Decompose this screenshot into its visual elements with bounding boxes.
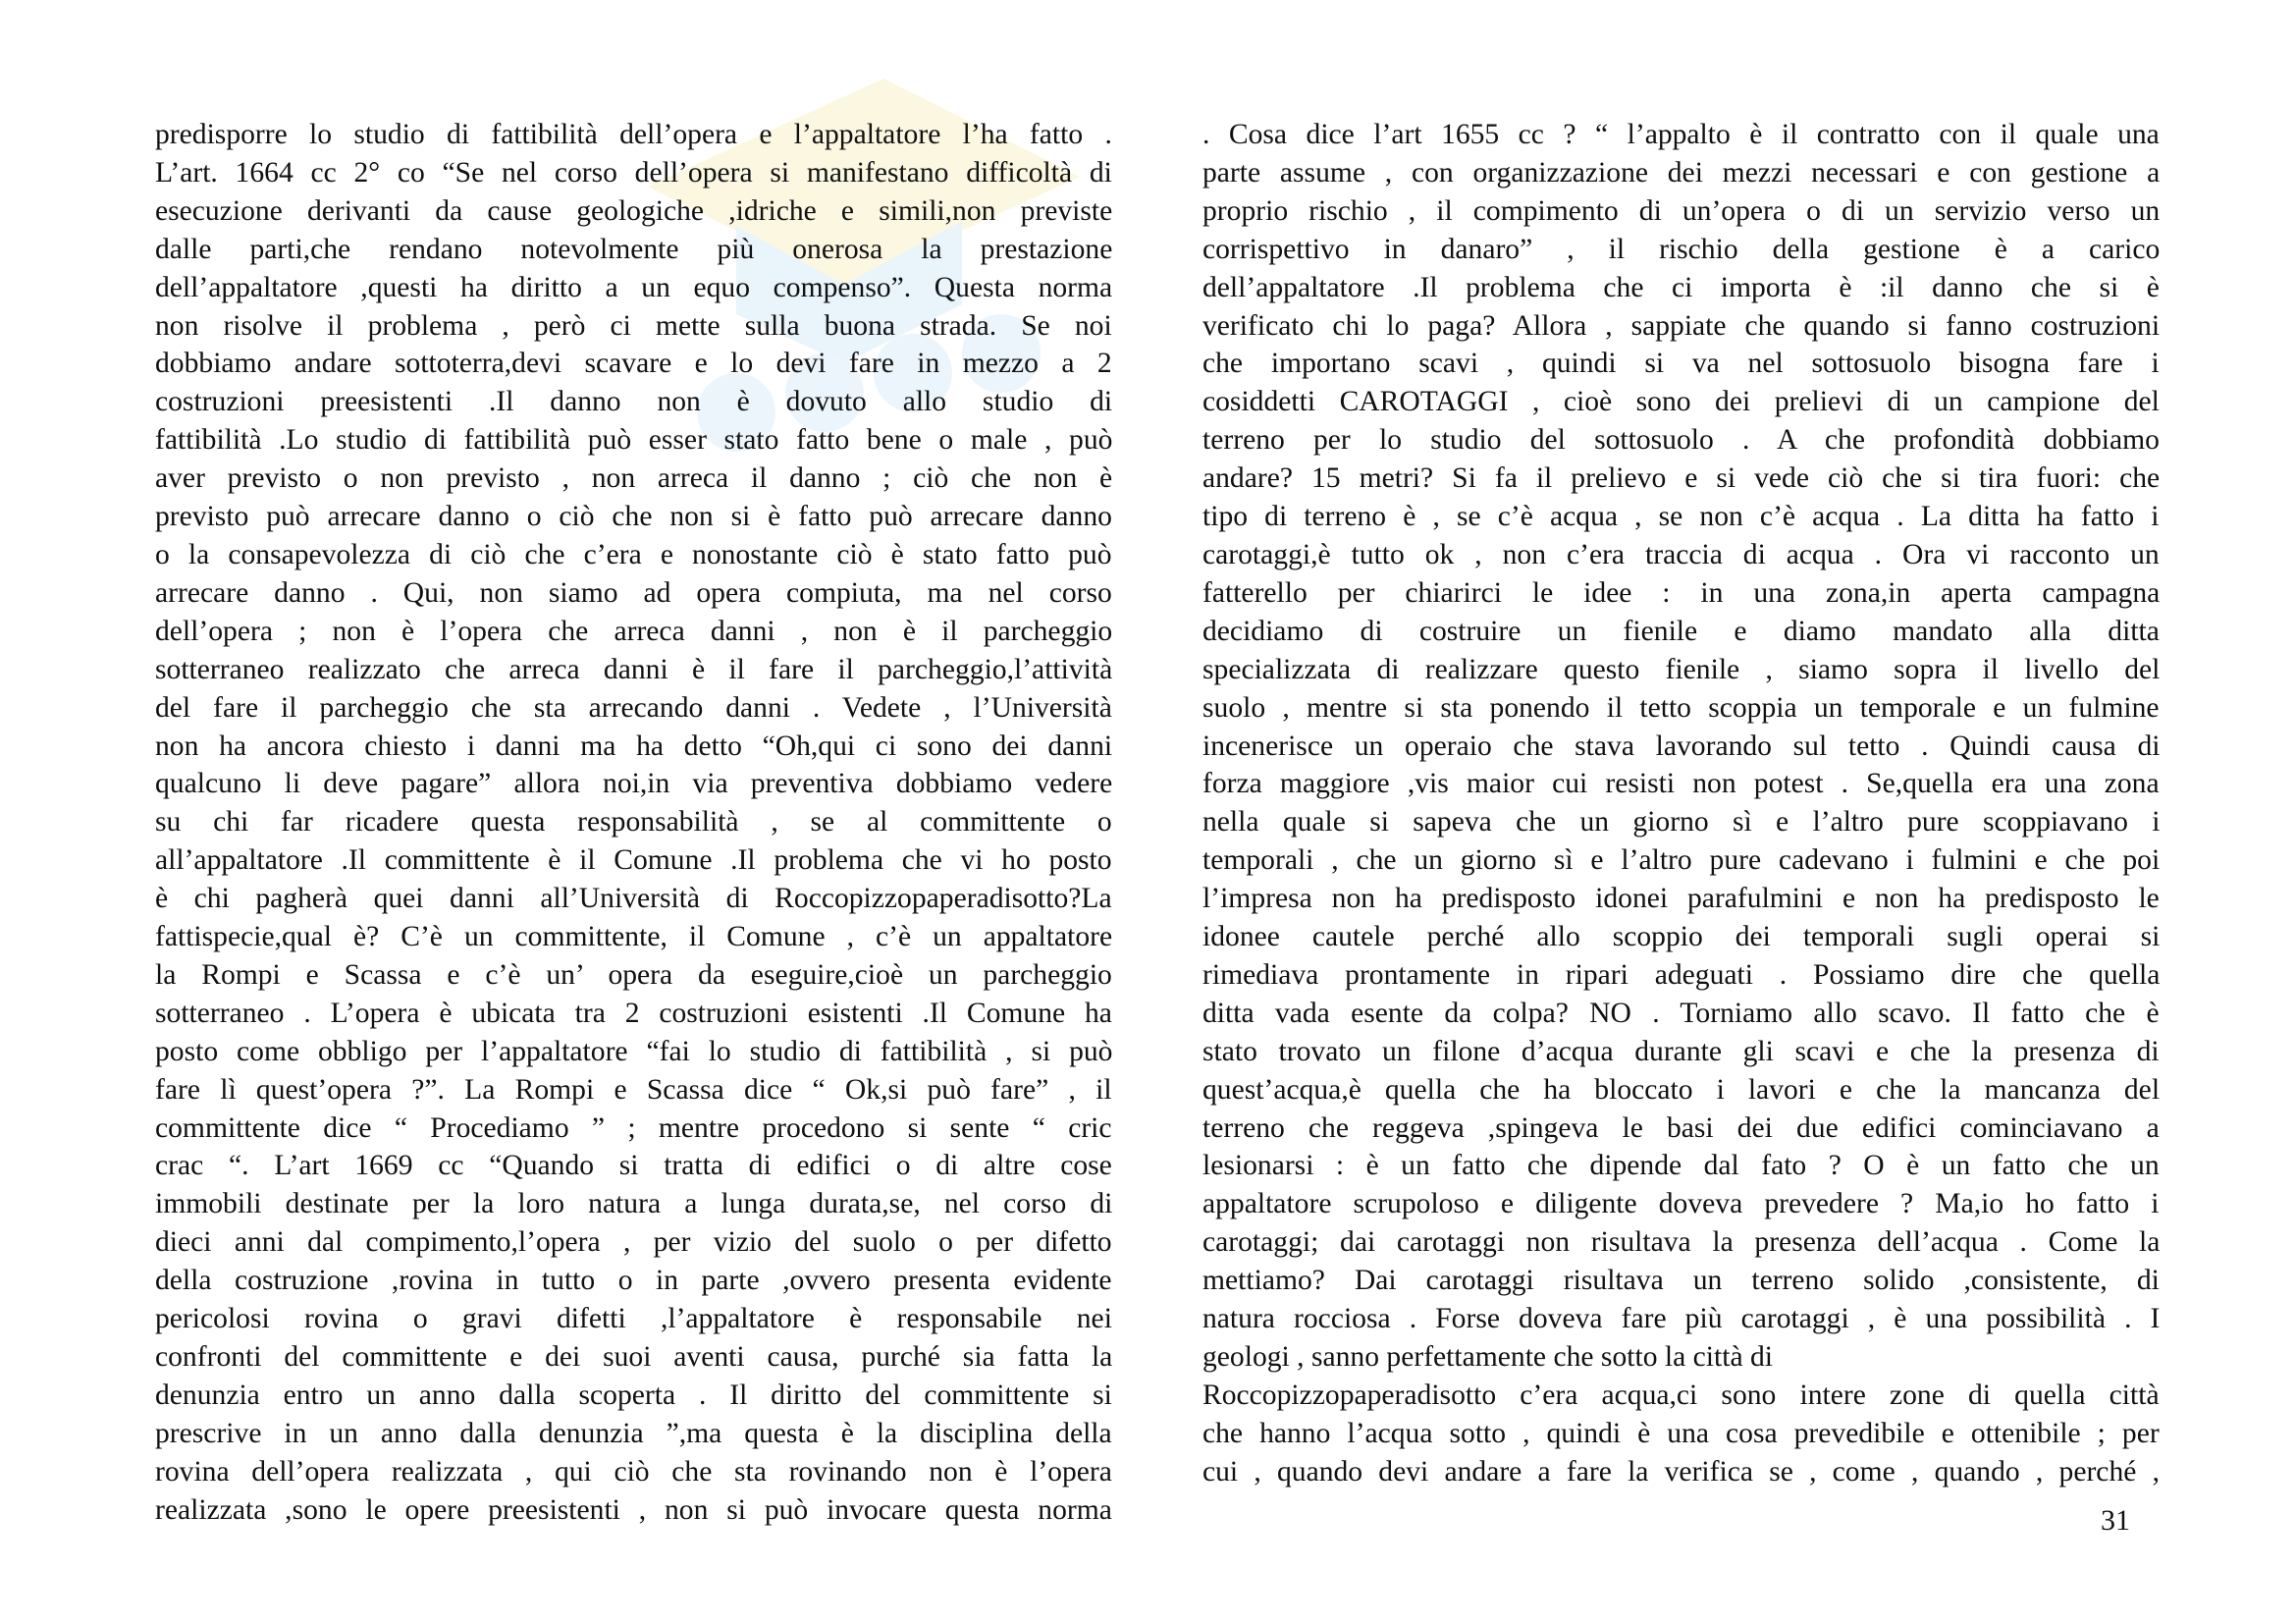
text-line: denunzia entro un anno dalla scoperta . Il diritto del committente si — [155, 1379, 1112, 1411]
text-line: arrecare danno . Qui, non siamo ad opera compiuta, ma nel corso — [155, 576, 1112, 609]
text-line: cui , quando devi andare a fare la verifica se , come , quando , perché , — [1202, 1455, 2160, 1488]
text-line: mettiamo? Dai carotaggi risultava un terreno solido ,consistente, di — [1202, 1265, 2160, 1297]
text-line: nella quale si sapeva che un giorno sì e l’altro pure scoppiavano i — [1202, 806, 2161, 839]
text-line: stato trovato un filone d’acqua durante gli scavi e che la presenza di — [1202, 1035, 2160, 1067]
text-line: natura rocciosa . Forse doveva fare più carotaggi , è una possibilità . I — [1202, 1303, 2161, 1335]
right-text-column — [1202, 116, 2160, 1491]
text-line: quest’acqua,è quella che ha bloccato i lavori e che la mancanza del — [1202, 1073, 2161, 1106]
text-line: realizzata ,sono le opere preesistenti , non si può invocare questa norma — [155, 1493, 1112, 1526]
text-line: geologi , sanno perfettamente che sotto la città di — [1202, 1341, 1773, 1373]
left-text-column — [155, 116, 1112, 1530]
text-line: tipo di terreno è , se c’è acqua , se non c’è acqua . La ditta ha fatto i — [1202, 501, 2160, 533]
text-line: della costruzione ,rovina in tutto o in parte ,ovvero presenta evidente — [155, 1265, 1112, 1297]
text-line: carotaggi,è tutto ok , non c’era traccia di acqua . Ora vi racconto un — [1202, 538, 2160, 570]
text-line: predisporre lo studio di fattibilità dell’opera e l’appaltatore l’ha fatto . — [155, 119, 1112, 150]
text-line: andare? 15 metri? Si fa il prelievo e si vede ciò che si tira fuori: che — [1202, 462, 2161, 495]
text-line: dalle parti,che rendano notevolmente più onerosa la prestazione — [155, 233, 1113, 265]
text-line: corrispettivo in danaro” , il rischio della gestione è a carico — [1202, 233, 2161, 265]
text-line: lesionarsi : è un fatto che dipende dal fato ? O è un fatto che un — [1202, 1150, 2160, 1182]
text-line: fattispecie,qual è? C’è un committente, il Comune , c’è un appaltatore — [155, 921, 1113, 953]
text-line: o la consapevolezza di ciò che c’era e nonostante ciò è stato fatto può — [155, 538, 1112, 570]
text-line: che importano scavi , quindi si va nel sottosuolo bisogna fare i — [1202, 348, 2160, 380]
text-line: sotterraneo . L’opera è ubicata tra 2 costruzioni esistenti .Il Comune ha — [155, 997, 1112, 1029]
text-line: dell’appaltatore ,questi ha diritto a un equo compenso”. Questa norma — [155, 271, 1113, 303]
text-line: decidiamo di costruire un fienile e diamo mandato alla ditta — [1202, 615, 2160, 647]
text-line: dieci anni dal compimento,l’opera , per vizio del suolo o per difetto — [155, 1226, 1112, 1259]
text-line: dell’appaltatore .Il problema che ci importa è :il danno che si è — [1202, 271, 2160, 303]
text-line: crac “. L’art 1669 cc “Quando si tratta di edifici o di altre cose — [155, 1150, 1112, 1182]
text-line: qualcuno li deve pagare” allora noi,in via preventiva dobbiamo vedere — [155, 768, 1113, 800]
text-line: sotterraneo realizzato che arreca danni è il fare il parcheggio,l’attività — [155, 653, 1113, 685]
text-line: fatterello per chiarirci le idee : in una zona,in aperta campagna — [1202, 576, 2161, 609]
text-line: proprio rischio , il compimento di un’opera o di un servizio verso un — [1202, 194, 2161, 227]
text-line: fattibilità .Lo studio di fattibilità può esser stato fatto bene o male , può — [155, 424, 1113, 457]
text-line: verificato chi lo paga? Allora , sappiate che quando si fanno costruzioni — [1202, 309, 2161, 342]
text-line: appaltatore scrupoloso e diligente doveva prevedere ? Ma,io ho fatto i — [1202, 1188, 2160, 1220]
text-line: incenerisce un operaio che stava lavorando sul tetto . Quindi causa di — [1202, 730, 2161, 762]
text-line: fare lì quest’opera ?”. La Rompi e Scassa dice “ Ok,si può fare” , il — [155, 1073, 1112, 1106]
page-number: 31 — [2101, 1504, 2130, 1537]
text-line: posto come obbligo per l’appaltatore “fai lo studio di fattibilità , si può — [155, 1035, 1113, 1067]
text-line: immobili destinate per la loro natura a lunga durata,se, nel corso di — [155, 1188, 1113, 1220]
text-line: prescrive in un anno dalla denunzia ”,ma questa è la disciplina della — [155, 1417, 1112, 1449]
text-line: dobbiamo andare sottoterra,devi scavare e lo devi fare in mezzo a 2 — [155, 348, 1112, 380]
text-line: pericolosi rovina o gravi difetti ,l’appaltatore è responsabile nei — [155, 1303, 1112, 1335]
text-line: temporali , che un giorno sì e l’altro pure cadevano i fulmini e che poi — [1202, 844, 2161, 877]
text-line: ditta vada esente da colpa? NO . Torniamo allo scavo. Il fatto che è — [1202, 997, 2160, 1029]
text-line: parte assume , con organizzazione dei mezzi necessari e con gestione a — [1202, 156, 2161, 189]
text-line: esecuzione derivanti da cause geologiche ,idriche e simili,non previste — [155, 194, 1113, 227]
text-line: dell’opera ; non è l’opera che arreca danni , non è il parcheggio — [155, 615, 1113, 647]
text-line: costruzioni preesistenti .Il danno non è dovuto allo studio di — [155, 386, 1113, 418]
text-line: cosiddetti CAROTAGGI , cioè sono dei prelievi di un campione del — [1202, 386, 2160, 418]
text-line: suolo , mentre si sta ponendo il tetto scoppia un temporale e un fulmine — [1202, 691, 2160, 724]
text-line: è chi pagherà quei danni all’Università di Roccopizzopaperadisotto?La — [155, 883, 1112, 915]
text-line: la Rompi e Scassa e c’è un’ opera da eseguire,cioè un parcheggio — [155, 958, 1112, 991]
text-line: idonee cautele perché allo scoppio dei temporali sugli operai si — [1202, 921, 2161, 953]
text-line: Roccopizzopaperadisotto c’era acqua,ci sono intere zone di quella città — [1202, 1379, 2160, 1411]
text-line: che hanno l’acqua sotto , quindi è una cosa prevedibile e ottenibile ; per — [1202, 1417, 2160, 1449]
text-line: L’art. 1664 cc 2° co “Se nel corso dell’opera si manifestano difficoltà di — [155, 156, 1112, 189]
text-line: non risolve il problema , però ci mette sulla buona strada. Se noi — [155, 309, 1112, 342]
text-line: previsto può arrecare danno o ciò che non si è fatto può arrecare danno — [155, 501, 1112, 533]
text-line: su chi far ricadere questa responsabilità , se al committente o — [155, 806, 1112, 839]
text-line: forza maggiore ,vis maior cui resisti non potest . Se,quella era una zona — [1202, 768, 2160, 800]
text-line: terreno per lo studio del sottosuolo . A che profondità dobbiamo — [1202, 424, 2160, 457]
text-line: . Cosa dice l’art 1655 cc ? “ l’appalto è il contratto con il quale una — [1202, 119, 2160, 150]
text-line: committente dice “ Procediamo ” ; mentre procedono si sente “ cric — [155, 1111, 1112, 1144]
text-line: terreno che reggeva ,spingeva le basi dei due edifici cominciavano a — [1202, 1111, 2160, 1144]
text-line: del fare il parcheggio che sta arrecando danni . Vedete , l’Università — [155, 691, 1112, 724]
text-line: rimediava prontamente in ripari adeguati . Possiamo dire che quella — [1202, 958, 2161, 991]
text-line: non ha ancora chiesto i danni ma ha detto “Oh,qui ci sono dei danni — [155, 730, 1113, 762]
text-line: specializzata di realizzare questo fienile , siamo sopra il livello del — [1202, 653, 2161, 685]
text-line: confronti del committente e dei suoi aventi causa, purché sia fatta la — [155, 1341, 1113, 1373]
text-line: rovina dell’opera realizzata , qui ciò che sta rovinando non è l’opera — [155, 1455, 1112, 1488]
text-line: carotaggi; dai carotaggi non risultava la presenza dell’acqua . Come la — [1202, 1226, 2161, 1259]
text-line: l’impresa non ha predisposto idonei parafulmini e non ha predisposto le — [1202, 883, 2160, 915]
text-line: all’appaltatore .Il committente è il Comune .Il problema che vi ho posto — [155, 844, 1112, 877]
text-line: aver previsto o non previsto , non arreca il danno ; ciò che non è — [155, 462, 1113, 495]
